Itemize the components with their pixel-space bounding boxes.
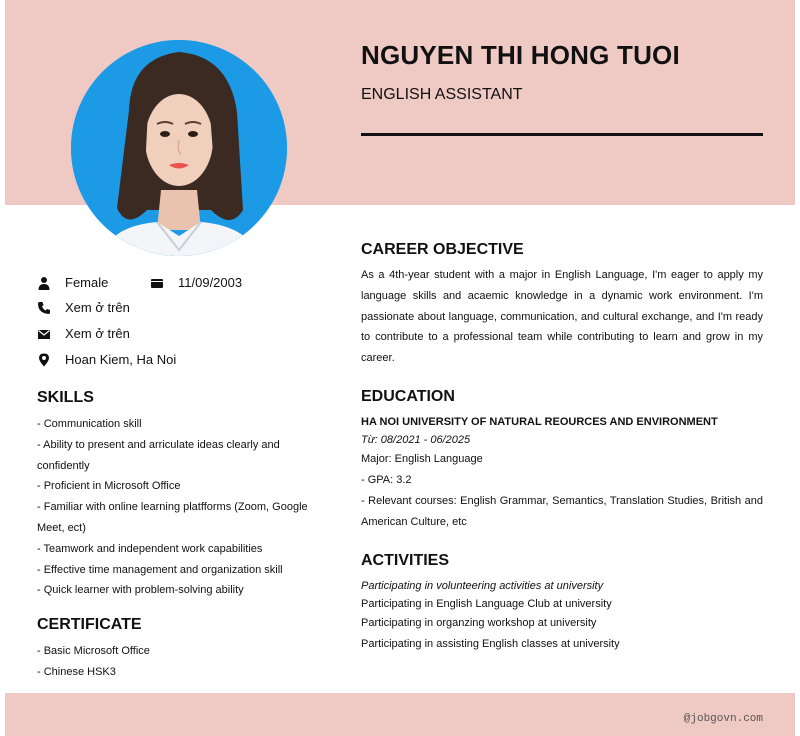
career-text: As a 4th-year student with a major in English Language, I'm eager to apply my language skills and acaemic knowledge in a dynamic work environment. I'm passionate about language, communication, and cultural exchange, and I'm ready to contribute to a professional team while contributing to learn and grow in my career. xyxy=(361,269,763,365)
calendar-icon xyxy=(150,276,164,290)
education-courses: - Relevant courses: English Grammar, Semantics, Translation Studies, British and American Culture, etc xyxy=(361,495,763,528)
activities-title: ACTIVITIES xyxy=(361,552,450,569)
list-item: - Familiar with online learning platfforms (Zoom, Google Meet, ect) xyxy=(37,501,308,534)
profile-photo xyxy=(71,40,287,256)
list-item: - Teamwork and independent work capabilities xyxy=(37,542,263,555)
education-period: Từ: 08/2021 - 06/2025 xyxy=(361,434,471,446)
list-item: - Basic Microsoft Office xyxy=(37,645,150,657)
email-row xyxy=(37,326,130,341)
list-item: - Communication skill xyxy=(37,418,142,430)
certificate-list xyxy=(37,641,327,683)
email-value: Xem ở trên xyxy=(65,326,130,341)
candidate-role: ENGLISH ASSISTANT xyxy=(361,86,523,103)
skills-title: SKILLS xyxy=(37,389,94,406)
candidate-name: NGUYEN THI HONG TUOI xyxy=(361,40,680,70)
phone-row xyxy=(37,300,130,315)
list-item: Participating in assisting English classes at university xyxy=(361,638,620,650)
education-title: EDUCATION xyxy=(361,388,455,405)
list-item: - Quick learner with problem-solving ability xyxy=(37,584,244,597)
address-row xyxy=(37,352,176,367)
career-title: CAREER OBJECTIVE xyxy=(361,241,524,258)
phone-value: Xem ở trên xyxy=(65,300,130,315)
mail-icon xyxy=(37,327,51,341)
skills-list xyxy=(37,414,327,601)
phone-icon xyxy=(37,301,51,315)
list-item: Participating in organzing workshop at university xyxy=(361,617,597,629)
watermark-text: @jobgovn.com xyxy=(683,713,763,725)
list-item: Participating in English Language Club at university xyxy=(361,598,612,610)
header-divider xyxy=(361,133,763,136)
list-item: - Ability to present and arriculate ideas clearly and confidently xyxy=(37,438,280,472)
location-pin-icon xyxy=(37,353,51,367)
activity-first: Participating in volunteering activities at university xyxy=(361,580,604,592)
birthdate-row xyxy=(150,275,242,290)
gender-row xyxy=(37,275,108,290)
certificate-title: CERTIFICATE xyxy=(37,616,142,633)
resume-page xyxy=(5,0,795,736)
footer-band xyxy=(5,693,795,736)
list-item: - Effective time management and organization skill xyxy=(37,563,283,576)
list-item: - Chinese HSK3 xyxy=(37,665,116,678)
education-major: Major: English Language xyxy=(361,453,483,465)
school-name: HA NOI UNIVERSITY OF NATURAL REOURCES AND ENVIRONMENT xyxy=(361,416,718,428)
list-item: - Proficient in Microsoft Office xyxy=(37,480,181,493)
education-gpa: - GPA: 3.2 xyxy=(361,474,412,486)
address-value: Hoan Kiem, Ha Noi xyxy=(65,352,177,367)
birthdate-value: 11/09/2003 xyxy=(178,275,243,290)
person-icon xyxy=(37,276,51,290)
gender-value: Female xyxy=(65,275,109,290)
